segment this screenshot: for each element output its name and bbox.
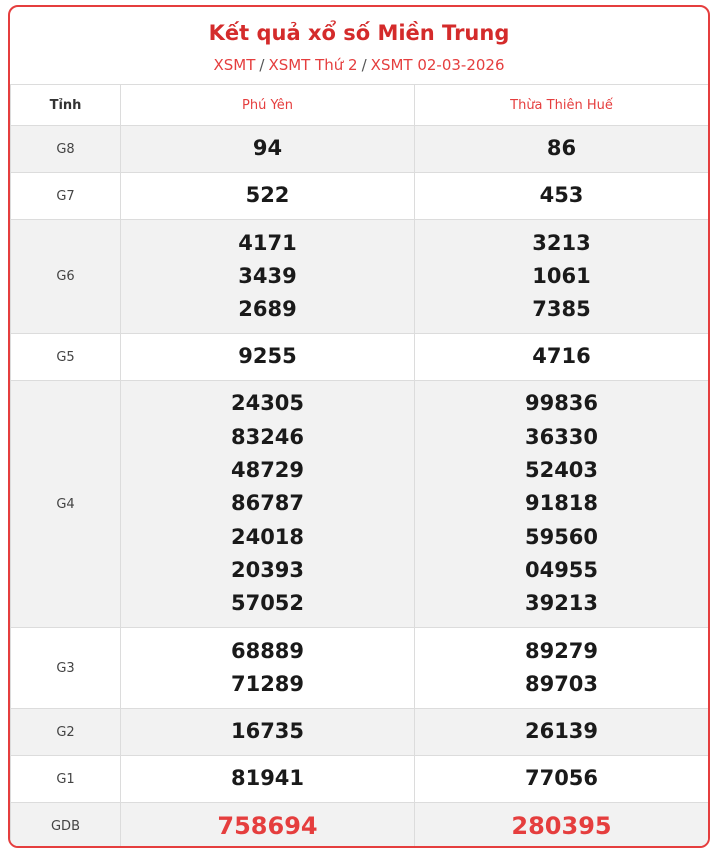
prize-number: 57052: [230, 591, 305, 616]
prize-number: 04955: [524, 557, 599, 582]
prize-cell: [415, 334, 709, 381]
prize-number: 89703: [524, 672, 599, 696]
breadcrumb-separator: /: [361, 56, 367, 74]
prize-label: G8: [11, 126, 121, 173]
prize-number: 89279: [524, 638, 599, 663]
breadcrumb-link-xsmt-weekday[interactable]: XSMT Thứ 2: [268, 56, 358, 74]
column-header-province-label: Tỉnh: [11, 85, 121, 126]
prize-number: 77056: [524, 766, 599, 791]
prize-number: 9255: [238, 344, 297, 369]
table-row: [11, 334, 709, 381]
prize-number: 16735: [230, 719, 305, 744]
results-header: [10, 7, 708, 84]
table-row: [11, 220, 709, 334]
prize-number: 68889: [230, 638, 305, 663]
prize-number: 39213: [524, 591, 599, 616]
prize-number: 758694: [217, 811, 318, 840]
prize-cell: [415, 173, 709, 220]
prize-number: 71289: [230, 672, 305, 696]
prize-label: G5: [11, 334, 121, 381]
prize-number: 99836: [524, 391, 599, 416]
breadcrumb-link-xsmt[interactable]: XSMT: [213, 56, 256, 74]
prize-number: 94: [252, 136, 283, 161]
prize-cell: [415, 709, 709, 756]
prize-number: 26139: [524, 719, 599, 744]
prize-cell: [121, 628, 415, 709]
breadcrumb-separator: /: [259, 56, 265, 74]
prize-number: 20393: [230, 557, 305, 582]
prize-number: 83246: [230, 424, 305, 449]
prize-number: 36330: [524, 424, 599, 449]
prize-number: 86787: [230, 491, 305, 516]
column-header-province-2[interactable]: Thừa Thiên Huế: [415, 85, 709, 126]
prize-number: 91818: [524, 491, 599, 516]
prize-cell: [415, 126, 709, 173]
prize-number: 59560: [524, 524, 599, 549]
prize-number: 2689: [238, 297, 297, 322]
prize-label: G7: [11, 173, 121, 220]
prize-label: G1: [11, 756, 121, 803]
prize-number: 86: [546, 136, 577, 161]
prize-cell: [121, 756, 415, 803]
results-table: [10, 84, 709, 848]
breadcrumb: [10, 55, 708, 75]
prize-label: G6: [11, 220, 121, 334]
prize-label: G3: [11, 628, 121, 709]
prize-number: 453: [539, 183, 584, 208]
prize-number: 4171: [238, 230, 297, 255]
prize-number: 4716: [532, 344, 591, 369]
prize-cell: [121, 173, 415, 220]
prize-number: 7385: [532, 297, 591, 322]
prize-number: 24305: [230, 391, 305, 416]
table-row: [11, 126, 709, 173]
prize-cell: [121, 334, 415, 381]
prize-number: 3213: [532, 230, 591, 255]
prize-label: G2: [11, 709, 121, 756]
prize-cell: [121, 381, 415, 628]
prize-number: 280395: [511, 811, 612, 840]
page-title: Kết quả xổ số Miền Trung: [208, 21, 510, 45]
prize-label: G4: [11, 381, 121, 628]
results-card: [8, 5, 710, 848]
prize-number: 52403: [524, 458, 599, 483]
prize-cell: [415, 628, 709, 709]
prize-number: 48729: [230, 458, 305, 483]
table-row: [11, 756, 709, 803]
table-row: [11, 628, 709, 709]
prize-number: 24018: [230, 524, 305, 549]
prize-cell: [415, 756, 709, 803]
prize-cell: [121, 709, 415, 756]
table-row: [11, 381, 709, 628]
special-prize-cell: [415, 803, 709, 849]
prize-cell: [415, 220, 709, 334]
prize-cell: [415, 381, 709, 628]
prize-number: 3439: [238, 263, 297, 288]
table-row: [11, 803, 709, 849]
breadcrumb-link-xsmt-date[interactable]: XSMT 02-03-2026: [370, 56, 505, 74]
prize-cell: [121, 126, 415, 173]
prize-number: 81941: [230, 766, 305, 791]
prize-label: GDB: [11, 803, 121, 849]
prize-number: 522: [245, 183, 290, 208]
prize-number: 1061: [532, 263, 591, 288]
column-header-province-1[interactable]: Phú Yên: [121, 85, 415, 126]
table-row: [11, 173, 709, 220]
prize-cell: [121, 220, 415, 334]
special-prize-cell: [121, 803, 415, 849]
table-row: [11, 709, 709, 756]
